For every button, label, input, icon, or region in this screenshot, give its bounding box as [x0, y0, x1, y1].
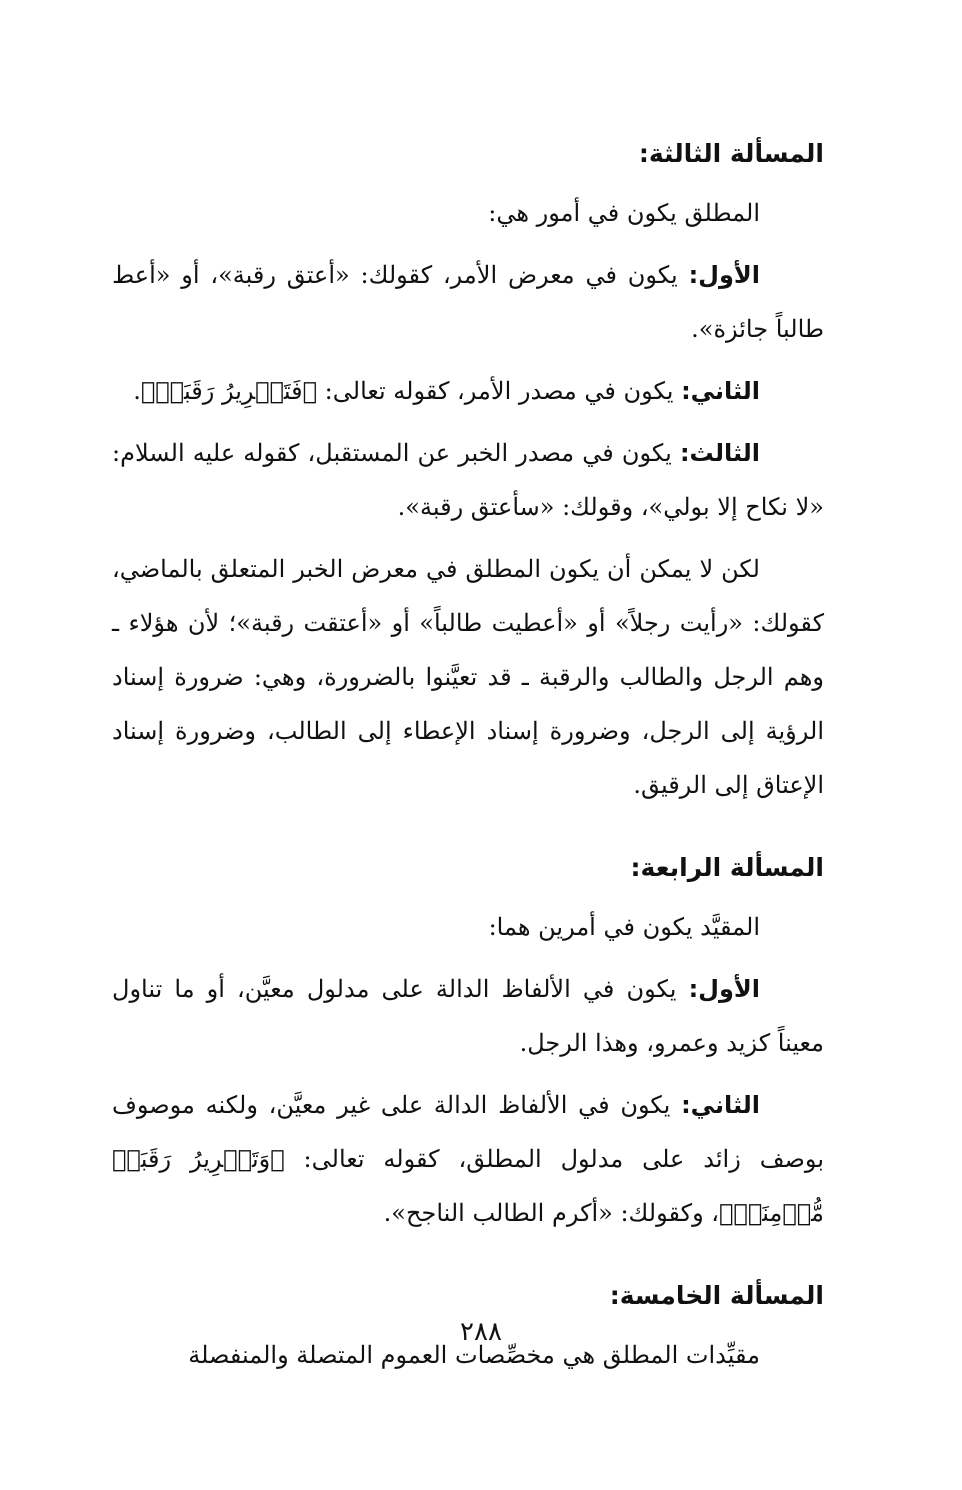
section-3-second-label: الثاني: — [681, 377, 760, 405]
section-3-heading: المسألة الثالثة: — [638, 139, 824, 168]
section-5-text: مقيِّدات المطلق هي مخصِّصات العموم المتصلة والمنفصلة — [188, 1341, 760, 1369]
section-spacer — [112, 1248, 824, 1270]
section-3-first-label: الأول: — [688, 261, 760, 289]
section-4-first-paragraph — [112, 962, 824, 1070]
section-spacer — [112, 820, 824, 842]
section-4-second-label: الثاني: — [681, 1091, 760, 1119]
section-3-intro: المطلق يكون في أمور هي: — [488, 199, 760, 227]
section-3-second-paragraph — [112, 364, 824, 418]
section-4-second-paragraph — [112, 1078, 824, 1240]
section-4-first-label: الأول: — [688, 975, 760, 1003]
section-3-second-text: يكون في مصدر الأمر، كقوله تعالى: ﴿فَتَحۡرِيرُ رَقَبَةٖ﴾. — [133, 377, 682, 405]
section-3-exception-paragraph: لكن لا يمكن أن يكون المطلق في معرض الخبر المتعلق بالماضي، كقولك: «رأيت رجلاً» أو «أعطيت طالباً» أو «أعتقت رقبة»؛ لأن هؤلاء ـ وهم الرجل والطالب والرقبة ـ قد تعيَّنوا بالضرورة، وهي: ضرورة إسناد الرؤية إلى الرجل، وضرورة إسناد الإعطاء إلى الطالب، وضرورة إسناد الإعتاق إلى الرقيق. — [112, 555, 824, 799]
section-5-heading: المسألة الخامسة: — [609, 1281, 824, 1310]
section-3-first-paragraph — [112, 248, 824, 356]
section-3-first-text: يكون في معرض الأمر، كقولك: «أعتق رقبة»، أو «أعط طالباً جائزة». — [112, 261, 824, 343]
page-body — [112, 128, 824, 1390]
section-4-intro: المقيَّد يكون في أمرين هما: — [488, 913, 760, 941]
section-3-third-label: الثالث: — [679, 439, 760, 467]
section-3-third-text: يكون في مصدر الخبر عن المستقبل، كقوله عليه السلام: «لا نكاح إلا بولي»، وقولك: «سأعتق رقبة». — [112, 439, 824, 521]
section-4-first-text: يكون في الألفاظ الدالة على مدلول معيَّن، أو ما تناول معيناً كزيد وعمرو، وهذا الرجل. — [112, 975, 824, 1057]
section-3-third-paragraph — [112, 426, 824, 534]
section-4-heading: المسألة الرابعة: — [630, 853, 824, 882]
page-number: ٢٨٨ — [460, 1317, 502, 1347]
section-4-second-text: يكون في الألفاظ الدالة على غير معيَّن، ولكنه موصوف بوصف زائد على مدلول المطلق، كقوله تعالى: ﴿وَتَحۡرِيرُ رَقَبَةٖ مُّؤۡمِنَةٖ﴾، وكقولك: «أكرم الطالب الناجح». — [112, 1091, 824, 1227]
